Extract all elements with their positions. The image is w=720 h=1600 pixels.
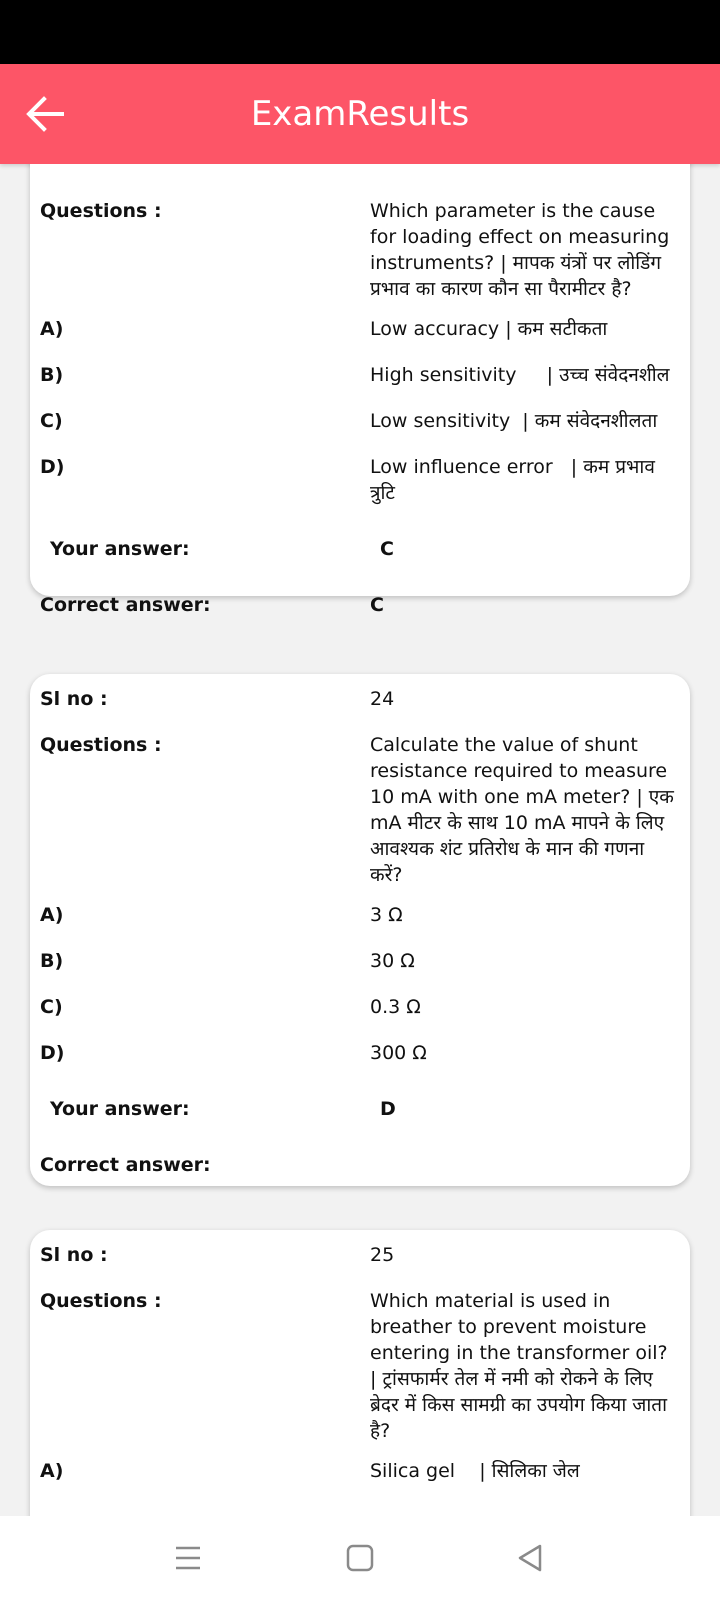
question-text: Which parameter is the cause for loading effect on measuring instruments? | मापक यंत्रों पर लोडिंग प्रभाव का कारण कौन सा पैरामीटर है? — [370, 200, 670, 300]
your-answer-value: C — [380, 538, 394, 560]
sl-no-value: 25 — [370, 1244, 395, 1266]
home-button[interactable] — [338, 1536, 382, 1580]
sl-no-label: Sl no : — [40, 1244, 108, 1266]
system-nav-bar — [0, 1516, 720, 1600]
question-text: Calculate the value of shunt resistance required to measure 10 mA with one mA meter? | एक mA मीटर के साथ 10 mA मापने के लिए आवश्यक शंट प्रतिरोध के मान की गणना करें? — [370, 734, 674, 886]
correct-answer-label: Correct answer: — [40, 1154, 211, 1176]
sl-no-value: 24 — [370, 688, 395, 710]
result-card — [30, 674, 690, 1186]
option-d-text: Low influence error | कम प्रभाव त्रुटि — [370, 456, 661, 504]
questions-label: Questions : — [40, 200, 162, 222]
home-icon — [338, 1536, 382, 1580]
result-card — [30, 1230, 690, 1516]
correct-answer-label: Correct answer: — [40, 594, 211, 616]
correct-answer-value: C — [370, 594, 384, 616]
result-card — [30, 164, 690, 616]
option-d-label: D) — [40, 1042, 65, 1064]
option-c-label: C) — [40, 996, 63, 1018]
option-b-text: High sensitivity | उच्च संवेदनशील — [370, 364, 670, 386]
option-b-label: B) — [40, 364, 64, 386]
option-c-text: Low sensitivity | कम संवेदनशीलता — [370, 410, 658, 432]
questions-label: Questions : — [40, 1290, 162, 1312]
your-answer-label: Your answer: — [50, 1098, 190, 1120]
option-a-text: 3 Ω — [370, 904, 403, 926]
recents-button[interactable] — [166, 1536, 210, 1580]
option-a-label: A) — [40, 904, 64, 926]
page-title: ExamResults — [250, 94, 470, 134]
question-text: Which material is used in breather to prevent moisture entering in the transformer oil? | ट्रांसफार्मर तेल में नमी को रोकने के लिए ब्रेदर में किस सामग्री का उपयोग किया जाता है? — [370, 1290, 668, 1442]
sl-no-label: Sl no : — [40, 688, 108, 710]
status-bar — [0, 0, 720, 64]
option-a-text: Silica gel | सिलिका जेल — [370, 1460, 580, 1482]
option-c-label: C) — [40, 410, 63, 432]
your-answer-value: D — [380, 1098, 396, 1120]
app-bar — [0, 64, 720, 164]
questions-label: Questions : — [40, 734, 162, 756]
option-a-label: A) — [40, 1460, 64, 1482]
your-answer-label: Your answer: — [50, 538, 190, 560]
back-nav-button[interactable] — [508, 1536, 552, 1580]
results-list[interactable] — [0, 164, 720, 1516]
recents-icon — [166, 1536, 210, 1580]
option-a-text: Low accuracy | कम सटीकता — [370, 318, 608, 340]
back-triangle-icon — [508, 1536, 552, 1580]
option-d-text: 300 Ω — [370, 1042, 427, 1064]
option-c-text: 0.3 Ω — [370, 996, 421, 1018]
option-b-label: B) — [40, 950, 64, 972]
option-b-text: 30 Ω — [370, 950, 415, 972]
option-a-label: A) — [40, 318, 64, 340]
option-d-label: D) — [40, 456, 65, 478]
